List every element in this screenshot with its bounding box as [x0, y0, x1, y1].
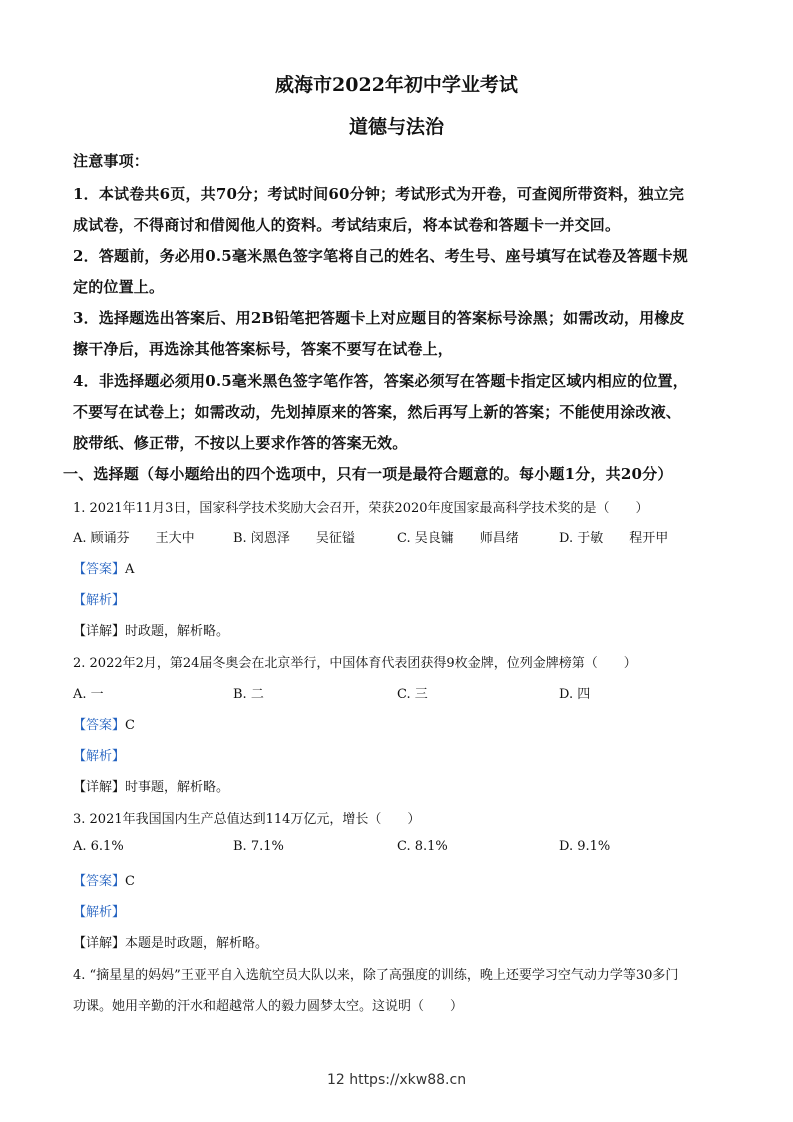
notice-line: 定的位置上。 — [73, 278, 165, 296]
notice-line: 3．选择题选出答案后、用2B铅笔把答题卡上对应题目的答案标号涂黑；如需改动，用橡皮 — [73, 309, 685, 327]
option-a: A. 6.1% — [73, 839, 124, 854]
analysis-label: 【解析】 — [73, 749, 126, 764]
answer-value: C — [125, 718, 135, 733]
answer-row — [73, 714, 733, 733]
option-a: A. 一 — [73, 687, 104, 702]
answer-value: A — [125, 562, 135, 577]
notice-line: 成试卷，不得商讨和借阅他人的资料。考试结束后，将本试卷和答题卡一并交回。 — [73, 216, 621, 234]
analysis-row — [73, 589, 733, 608]
detail-label: 【详解】 — [73, 936, 126, 951]
detail-row — [73, 620, 733, 639]
answer-row — [73, 558, 733, 577]
analysis-row — [73, 901, 733, 920]
detail-row — [73, 776, 733, 795]
exam-subject: 道德与法治 — [348, 116, 444, 138]
option-d: D. 四 — [559, 687, 591, 702]
notice-heading: 注意事项： — [73, 152, 150, 170]
option-c: C. 8.1% — [397, 839, 448, 854]
analysis-row — [73, 745, 733, 764]
detail-text: 本题是时政题，解析略。 — [125, 936, 269, 951]
answer-row — [73, 870, 733, 889]
detail-text: 时事题，解析略。 — [125, 780, 230, 795]
notice-line: 擦干净后，再选涂其他答案标号，答案不要写在试卷上， — [73, 340, 454, 358]
section-heading: 一、选择题（每小题给出的四个选项中，只有一项是最符合题意的。每小题1分，共20分） — [63, 465, 673, 483]
page-footer: 12 https://xkw88.cn — [326, 1072, 467, 1088]
exam-title: 威海市2022年初中学业考试 — [275, 74, 518, 96]
question-stem: 1. 2021年11月3日，国家科学技术奖励大会召开，荣获2020年度国家最高科学技术奖的是（ ） — [73, 501, 649, 516]
answer-label: 【答案】 — [73, 562, 126, 577]
question-stem: 功课。她用辛勤的汗水和超越常人的毅力圆梦太空。这说明（ ） — [73, 999, 464, 1014]
notice-line: 1．本试卷共6页，共70分；考试时间60分钟；考试形式为开卷，可查阅所带资料，独立完 — [73, 185, 685, 203]
question-stem: 3. 2021年我国国内生产总值达到114万亿元，增长（ ） — [73, 812, 421, 827]
detail-text: 时政题，解析略。 — [125, 624, 230, 639]
answer-label: 【答案】 — [73, 874, 126, 889]
option-d: D. 9.1% — [559, 839, 611, 854]
option-a: A. 顾诵芬 王大中 — [73, 531, 195, 546]
question-stem: 2. 2022年2月，第24届冬奥会在北京举行，中国体育代表团获得9枚金牌，位列金牌榜第（ ） — [73, 656, 637, 671]
analysis-label: 【解析】 — [73, 905, 126, 920]
detail-label: 【详解】 — [73, 624, 126, 639]
option-b: B. 二 — [233, 687, 264, 702]
notice-line: 胶带纸、修正带，不按以上要求作答的答案无效。 — [73, 434, 408, 452]
answer-label: 【答案】 — [73, 718, 126, 733]
option-d: D. 于敏 程开甲 — [559, 531, 669, 546]
answer-value: C — [125, 874, 135, 889]
option-c: C. 三 — [397, 687, 428, 702]
analysis-label: 【解析】 — [73, 593, 126, 608]
detail-label: 【详解】 — [73, 780, 126, 795]
notice-line: 4．非选择题必须用0.5毫米黑色签字笔作答，答案必须写在答题卡指定区域内相应的位置， — [73, 372, 688, 390]
option-b: B. 7.1% — [233, 839, 284, 854]
notice-line: 2．答题前，务必用0.5毫米黑色签字笔将自己的姓名、考生号、座号填写在试卷及答题卡规 — [73, 247, 688, 265]
detail-row — [73, 932, 733, 951]
option-b: B. 闵恩泽 吴征镒 — [233, 531, 355, 546]
option-c: C. 吴良镛 师昌绪 — [397, 531, 519, 546]
question-stem: 4. “摘星星的妈妈”王亚平自入选航空员大队以来，除了高强度的训练，晚上还要学习空气动力学等30多门 — [73, 968, 679, 983]
notice-line: 不要写在试卷上；如需改动，先划掉原来的答案，然后再写上新的答案；不能使用涂改液、 — [73, 403, 682, 421]
